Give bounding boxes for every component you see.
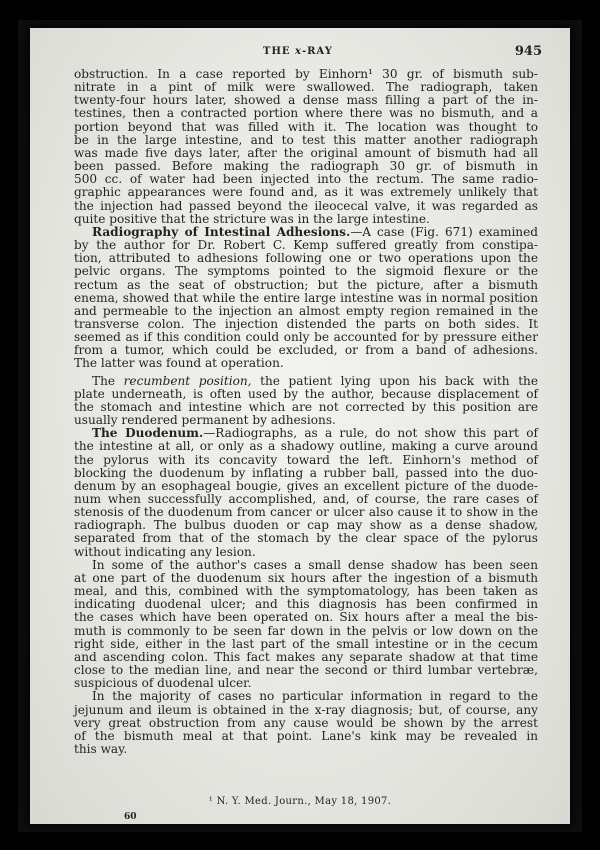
paragraph-duodenum bbox=[74, 427, 538, 559]
section-heading-adhesions: Radiography of Intestinal Adhesions. bbox=[92, 224, 351, 239]
text-line: the stomach and intestine which are not corrected by this position are bbox=[74, 399, 538, 414]
text-line: jejunum and ileum is obtained in the x-ray diagnosis; but, of course, any bbox=[74, 702, 538, 717]
text-line: stenosis of the duodenum from cancer or ulcer also cause it to show in the bbox=[74, 505, 538, 520]
text-line: this way. bbox=[74, 741, 128, 756]
paragraph-author-cases bbox=[74, 559, 538, 691]
text-line: separated from that of the stomach by the clear space of the pylorus bbox=[74, 531, 538, 546]
text-line: transverse colon. The injection distended the parts on both sides. It bbox=[74, 316, 538, 331]
text-line: was made five days later, after the original amount of bismuth had all bbox=[74, 145, 538, 160]
text-line: and permeable to the injection an almost empty region remained in the bbox=[74, 303, 538, 318]
signature-mark: 60 bbox=[124, 812, 137, 822]
text-line: from a tumor, which could be excluded, or from a band of adhesions. bbox=[74, 343, 538, 358]
text-line: The latter was found at operation. bbox=[74, 356, 284, 371]
text-line: pelvic organs. The symptoms pointed to the sigmoid flexure or the bbox=[74, 264, 538, 279]
text-line: indicating duodenal ulcer; and this diagnosis has been confirmed in bbox=[74, 597, 538, 612]
text-line: the pylorus with its concavity toward the left. Einhorn's method of bbox=[74, 452, 538, 467]
text-line: by the author for Dr. Robert C. Kemp suffered greatly from constipa- bbox=[74, 238, 538, 253]
text-line: quite positive that the stricture was in the large intestine. bbox=[74, 211, 430, 226]
text-line: and ascending colon. This fact makes any separate shadow at that time bbox=[74, 649, 538, 664]
text-line: very great obstruction from any cause would be shown by the arrest bbox=[74, 715, 538, 730]
text-line: at one part of the duodenum six hours after the ingestion of a bismuth bbox=[74, 570, 538, 585]
paragraph-adhesions bbox=[74, 226, 538, 371]
text-line: right side, either in the last part of the small intestine or in the cecum bbox=[74, 636, 538, 651]
page-number: 945 bbox=[514, 44, 542, 59]
text-line: In the majority of cases no particular information in regard to the bbox=[92, 689, 538, 704]
text-line: blocking the duodenum by inflating a rubber ball, passed into the duo- bbox=[74, 465, 538, 480]
text-line: of the bismuth meal at that point. Lane's kink may be revealed in bbox=[74, 728, 538, 743]
book-page bbox=[30, 28, 570, 824]
text-line: num when successfully accomplished, and, of course, the rare cases of bbox=[74, 492, 538, 506]
text-line: without indicating any lesion. bbox=[74, 544, 256, 559]
text-line: In some of the author's cases a small dense shadow has been seen bbox=[92, 557, 538, 572]
footnote: ¹ N. Y. Med. Journ., May 18, 1907. bbox=[208, 796, 392, 807]
text-line: close to the median line, and near the second or third lumbar vertebræ, bbox=[74, 663, 538, 678]
text-line: testines, then a contracted portion where there was no bismuth, and a bbox=[74, 106, 538, 121]
text-line: tion, attributed to adhesions following one or two operations upon the bbox=[74, 251, 538, 266]
text-line: usually rendered permanent by adhesions. bbox=[74, 413, 336, 428]
text-line: nitrate in a pint of milk were swallowed. The radiograph, taken bbox=[74, 80, 538, 95]
text-line: the intestine at all, or only as a shadowy outline, making a curve around bbox=[74, 439, 538, 454]
text-line: been passed. Before making the radiograph 30 gr. of bismuth in bbox=[74, 159, 538, 174]
text-line: suspicious of duodenal ulcer. bbox=[74, 676, 252, 691]
section-heading-duodenum: The Duodenum. bbox=[92, 426, 204, 441]
italic-phrase: recumbent position, bbox=[123, 373, 252, 388]
text-line: enema, showed that while the entire large intestine was in normal position bbox=[74, 290, 538, 305]
text-line: seemed as if this condition could only be accounted for by pressure either bbox=[74, 330, 538, 345]
text-line: meal, and this, combined with the symptomatology, has been taken as bbox=[74, 584, 538, 599]
text-line: twenty-four hours later, showed a dense mass filling a part of the in- bbox=[74, 93, 538, 108]
paragraph-majority bbox=[74, 690, 538, 756]
text-line: 500 cc. of water had been injected into the rectum. The same radio- bbox=[74, 172, 538, 187]
running-head-title: THE x-RAY bbox=[263, 46, 333, 57]
text-line: Radiography of Intestinal Adhesions.—A case (Fig. 671) examined bbox=[92, 224, 538, 239]
text-line: radiograph. The bulbus duoden or cap may show as a dense shadow, bbox=[74, 518, 538, 533]
text-line: muth is commonly to be seen far down in the pelvis or low down on the bbox=[74, 623, 538, 638]
body-text bbox=[74, 68, 538, 756]
text-line: The Duodenum.—Radiographs, as a rule, do not show this part of bbox=[92, 426, 538, 441]
text-line: the cases which have been operated on. Six hours after a meal the bis- bbox=[74, 610, 538, 625]
text-line: denum by an esophageal bougie, gives an excellent picture of the duode- bbox=[74, 478, 538, 493]
paragraph-recumbent bbox=[74, 375, 538, 428]
text-line: the injection had passed beyond the ileocecal valve, it was regarded as bbox=[74, 198, 538, 213]
text-line: be in the large intestine, and to test this matter another radiograph bbox=[74, 132, 538, 147]
text-line: plate underneath, is often used by the author, because displacement of bbox=[74, 386, 538, 401]
running-head bbox=[30, 46, 570, 62]
text-line: graphic appearances were found and, as it was extremely unlikely that bbox=[74, 185, 538, 200]
text-line: The recumbent position, the patient lying upon his back with the bbox=[92, 373, 539, 388]
text-line: obstruction. In a case reported by Einhorn¹ 30 gr. of bismuth sub- bbox=[74, 67, 538, 81]
text-line: portion beyond that was filled with it. The location was thought to bbox=[74, 119, 538, 134]
paragraph-obstruction bbox=[74, 68, 538, 226]
text-line: rectum as the seat of obstruction; but the picture, after a bismuth bbox=[74, 277, 538, 292]
